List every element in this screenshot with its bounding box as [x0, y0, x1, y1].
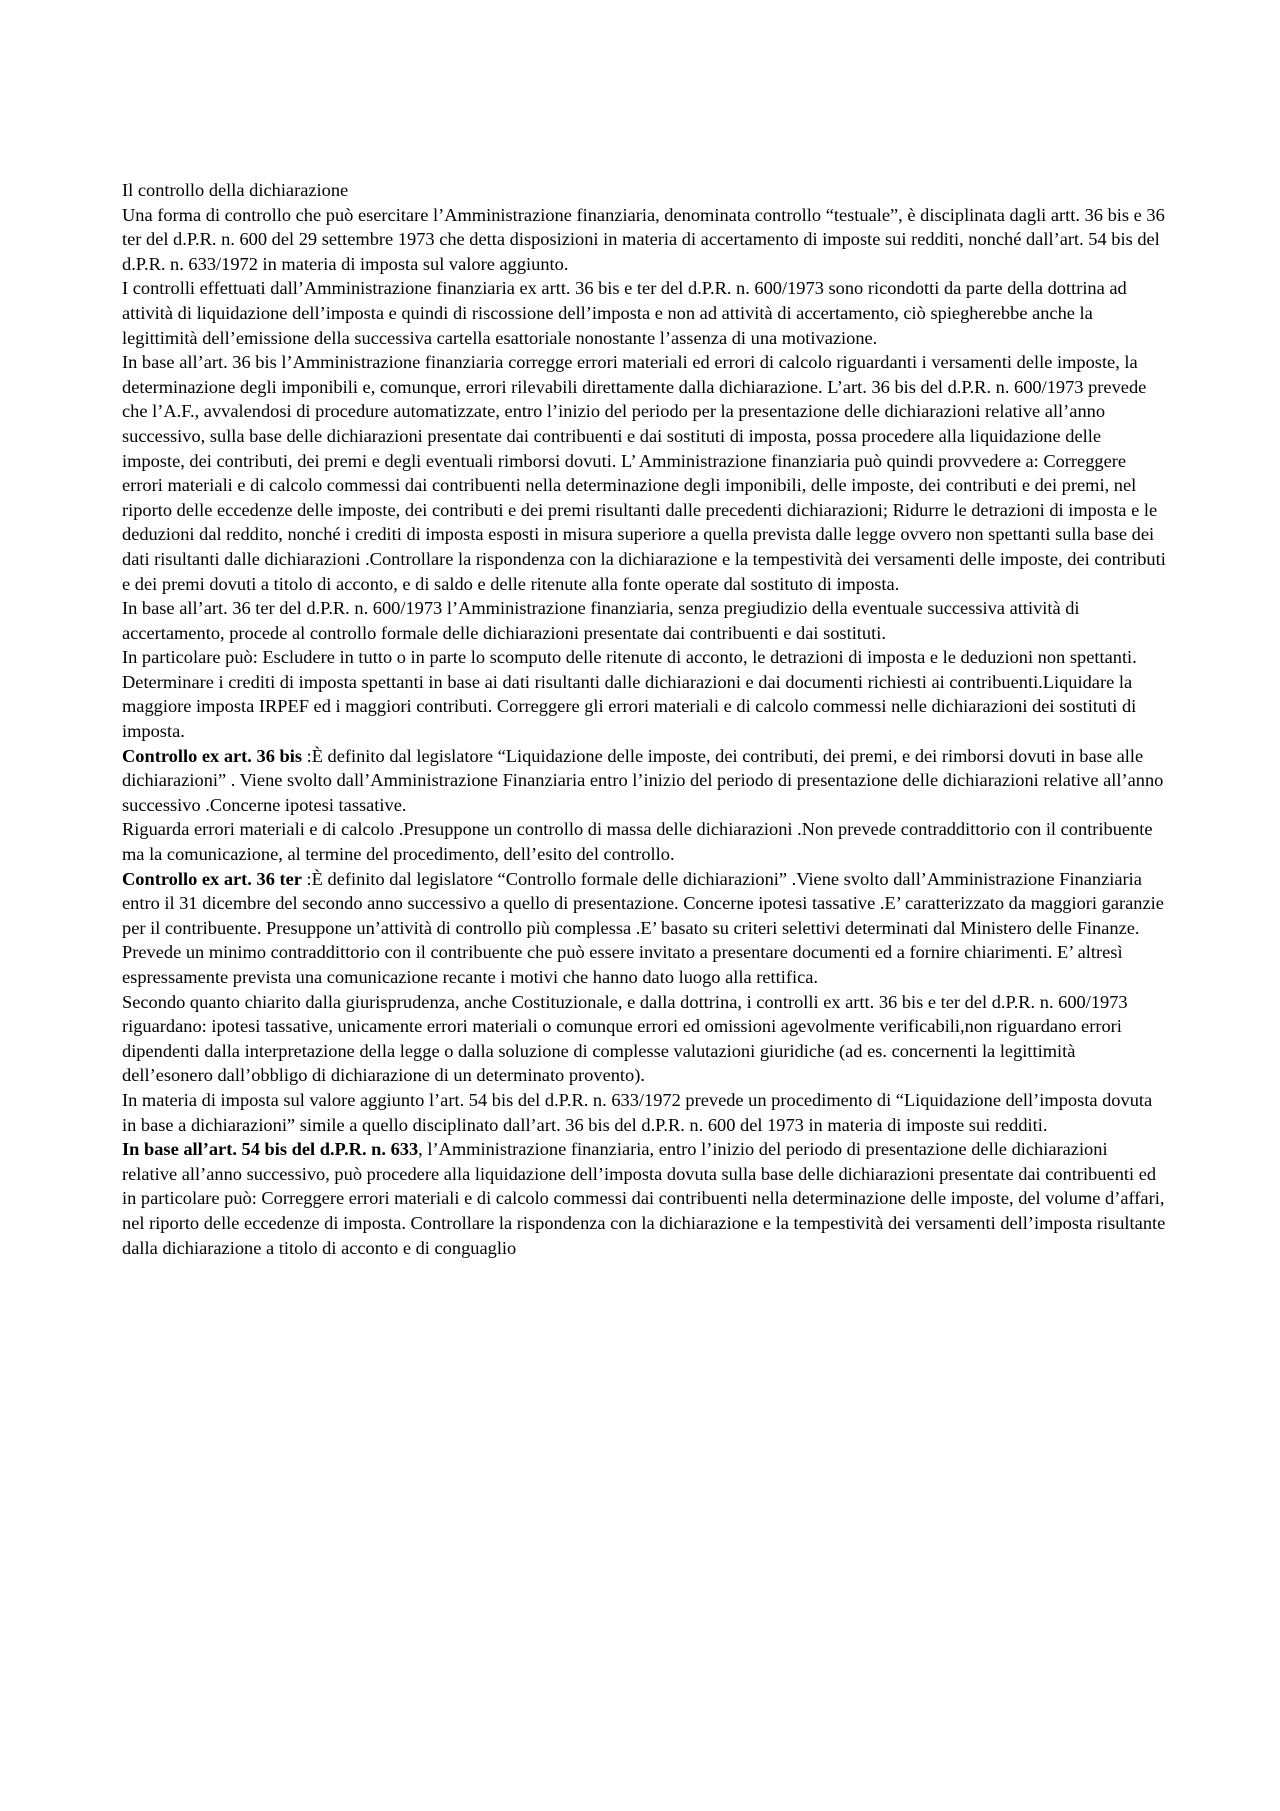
paragraph-controllo-36-ter	[122, 867, 1167, 990]
heading-controllo-36-ter: Controllo ex art. 36 ter	[122, 868, 302, 889]
paragraph-giurisprudenza: Secondo quanto chiarito dalla giurisprudenza, anche Costituzionale, e dalla dottrina, i controlli ex artt. 36 bis e ter del d.P.R. n. 600/1973 riguardano: ipotesi tassative, unicamente errori materiali o comunque errori ed omissioni agevolmente verificabili,non riguardano errori dipendenti dalla interpretazione della legge o dalla soluzione di complesse valutazioni giuridiche (ad es. concernenti la legittimità dell’esonero dall’obbligo di dichiarazione di un determinato provento).	[122, 991, 1128, 1086]
paragraph-intro: Una forma di controllo che può esercitare l’Amministrazione finanziaria, denominata controllo “testuale”, è disciplinata dagli artt. 36 bis e 36 ter del d.P.R. n. 600 del 29 settembre 1973 che detta disposizioni in materia di accertamento di imposte sui redditi, nonché dall’art. 54 bis del d.P.R. n. 633/1972 in materia di imposta sul valore aggiunto.	[122, 204, 1165, 274]
text-art-54-bis: , l’Amministrazione finanziaria, entro l’inizio del periodo di presentazione delle dichiarazioni relative all’anno successivo, può procedere alla liquidazione dell’imposta dovuta sulla base delle dichiarazioni presentate dai contribuenti ed in particolare può: Correggere errori materiali e di calcolo commessi dai contribuenti nella determinazione delle imposte, del volume d’affari, nel riporto delle eccedenze di imposta. Controllare la rispondenza con la dichiarazione e la tempestività dei versamenti dell’imposta risultante dalla dichiarazione a titolo di acconto e di conguaglio	[122, 1139, 1166, 1258]
document-body	[122, 178, 1167, 1260]
paragraph-art-36-ter: In base all’art. 36 ter del d.P.R. n. 600/1973 l’Amministrazione finanziaria, senza pregiudizio della eventuale successiva attività di accertamento, procede al controllo formale delle dichiarazioni presentate dai contribuenti e dai sostituti.	[122, 598, 1080, 643]
paragraph-iva: In materia di imposta sul valore aggiunto l’art. 54 bis del d.P.R. n. 633/1972 prevede un procedimento di “Liquidazione dell’imposta dovuta in base a dichiarazioni” simile a quello disciplinato dall’art. 36 bis del d.P.R. n. 600 del 1973 in materia di imposte sui redditi.	[122, 1089, 1153, 1135]
text-controllo-36-ter: :È definito dal legislatore “Controllo formale delle dichiarazioni” .Viene svolto dall’Amministrazione Finanziaria entro il 31 dicembre del secondo anno successivo a quello di presentazione. Concerne ipotesi tassative .E’ caratterizzato da maggiori garanzie per il contribuente. Presuppone un’attività di controllo più complessa .E’ basato su criteri selettivi determinati dal Ministero delle Finanze. Prevede un minimo contraddittorio con il contribuente che può essere invitato a presentare documenti ed a fornire chiarimenti. E’ altresì espressamente prevista una comunicazione recante i motivi che hanno dato luogo alla rettifica.	[122, 868, 1164, 987]
heading-art-54-bis: In base all’art. 54 bis del d.P.R. n. 633	[122, 1139, 419, 1160]
heading-controllo-36-bis: Controllo ex art. 36 bis	[122, 745, 302, 766]
paragraph-art-36-bis: In base all’art. 36 bis l’Amministrazione finanziaria corregge errori materiali ed errori di calcolo riguardanti i versamenti delle imposte, la determinazione degli imponibili e, comunque, errori rilevabili direttamente dalla dichiarazione. L’art. 36 bis del d.P.R. n. 600/1973 prevede che l’A.F., avvalendosi di procedure automatizzate, entro l’inizio del periodo per la presentazione delle dichiarazioni relative all’anno successivo, sulla base delle dichiarazioni presentate dai contribuenti e dai sostituti di imposta, possa procedere alla liquidazione delle imposte, dei contributi, dei premi e degli eventuali rimborsi dovuti. L’ Amministrazione finanziaria può quindi provvedere a: Correggere errori materiali e di calcolo commessi dai contribuenti nella determinazione degli imponibili, delle imposte, dei contributi e dei premi, nel riporto delle eccedenze delle imposte, dei contributi e dei premi risultanti dalle precedenti dichiarazioni; Ridurre le detrazioni di imposta e le deduzioni dal reddito, nonché i crediti di imposta esposti in misura superiore a quella prevista dalle legge ovvero non spettanti sulla base dei dati risultanti dalle dichiarazioni .Controllare la rispondenza con la dichiarazione e la tempestività dei versamenti delle imposte, dei contributi e dei premi dovuti a titolo di acconto, e di saldo e delle ritenute alla fonte operate dal sostituto di imposta.	[122, 352, 1166, 594]
paragraph-36-bis-errors: Riguarda errori materiali e di calcolo .Presuppone un controllo di massa delle dichiarazioni .Non prevede contraddittorio con il contribuente ma la comunicazione, al termine del procedimento, dell’esito del controllo.	[122, 819, 1153, 865]
paragraph-controllo-36-bis	[122, 744, 1167, 818]
paragraph-art-54-bis	[122, 1137, 1167, 1260]
text-controllo-36-bis: :È definito dal legislatore “Liquidazione delle imposte, dei contributi, dei premi, e dei rimborsi dovuti in base alle dichiarazioni” . Viene svolto dall’Amministrazione Finanziaria entro l’inizio del periodo di presentazione delle dichiarazioni relative all’anno successivo .Concerne ipotesi tassative.	[122, 745, 1164, 815]
paragraph-art-36-ter-detail: In particolare può: Escludere in tutto o in parte lo scomputo delle ritenute di acconto, le detrazioni di imposta e le deduzioni non spettanti. Determinare i crediti di imposta spettanti in base ai dati risultanti dalle dichiarazioni e dai documenti richiesti ai contribuenti.Liquidare la maggiore imposta IRPEF ed i maggiori contributi. Correggere gli errori materiali e di calcolo commessi nelle dichiarazioni dei sostituti di imposta.	[122, 647, 1137, 742]
document-title: Il controllo della dichiarazione	[122, 180, 349, 200]
paragraph-controls-nature: I controlli effettuati dall’Amministrazione finanziaria ex artt. 36 bis e ter del d.P.R. n. 600/1973 sono ricondotti da parte della dottrina ad attività di liquidazione dell’imposta e quindi di riscossione dell’imposta e non ad attività di accertamento, ciò spiegherebbe anche la legittimità dell’emissione della successiva cartella esattoriale nonostante l’assenza di una motivazione.	[122, 278, 1127, 348]
